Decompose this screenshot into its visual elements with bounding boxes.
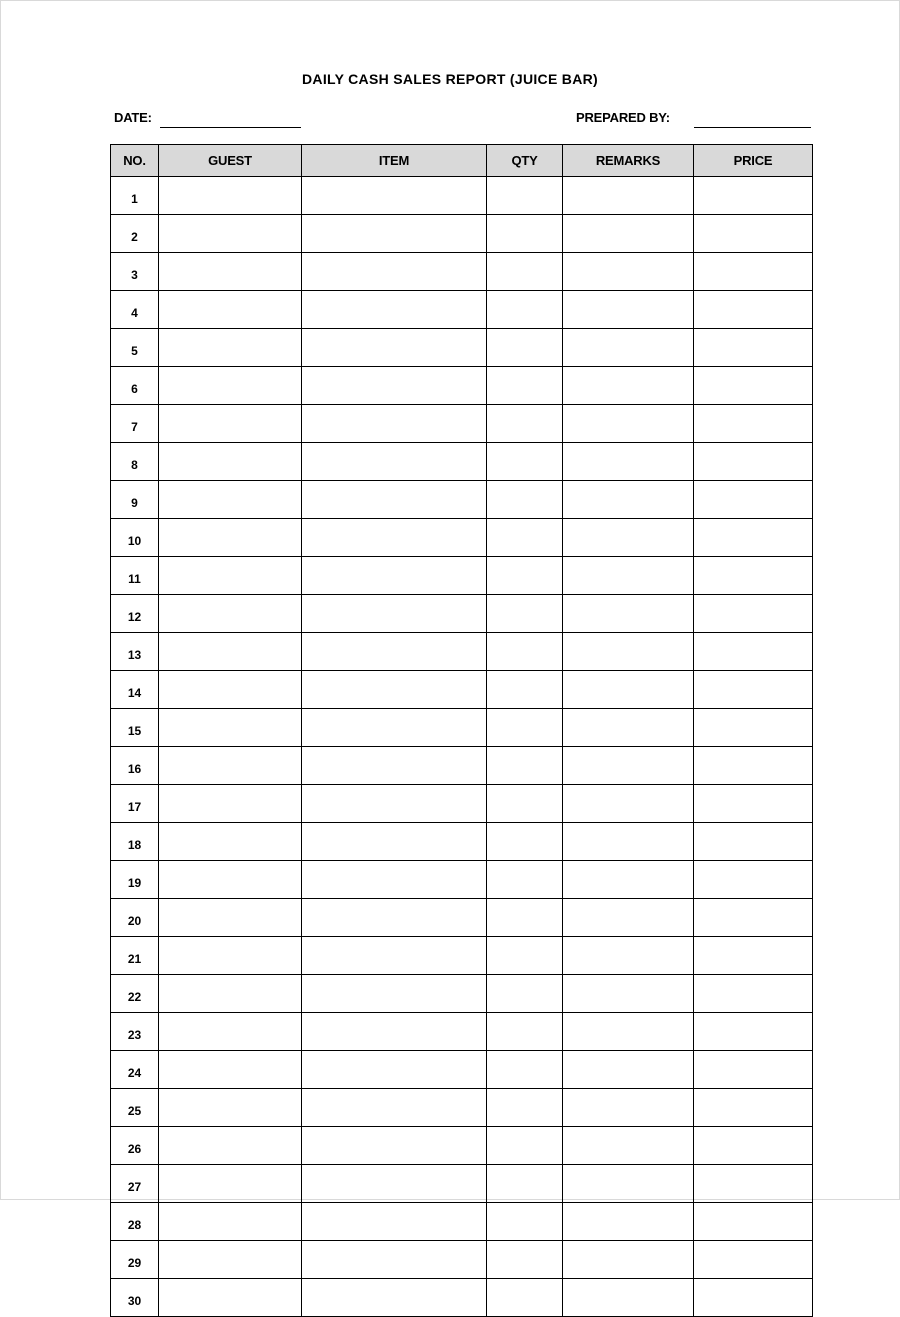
table-row xyxy=(111,291,813,329)
table-row xyxy=(111,747,813,785)
remarks-cell[interactable] xyxy=(563,1013,694,1051)
table-row xyxy=(111,443,813,481)
table-row xyxy=(111,1127,813,1165)
price-cell[interactable] xyxy=(694,405,813,443)
prepared-by-label: PREPARED BY: xyxy=(576,110,670,125)
qty-cell[interactable] xyxy=(487,1165,563,1203)
remarks-cell[interactable] xyxy=(563,709,694,747)
table-row xyxy=(111,1203,813,1241)
guest-cell[interactable] xyxy=(159,1089,302,1127)
guest-cell[interactable] xyxy=(159,367,302,405)
remarks-cell[interactable] xyxy=(563,1279,694,1317)
price-cell[interactable] xyxy=(694,367,813,405)
item-cell[interactable] xyxy=(302,595,487,633)
table-row xyxy=(111,899,813,937)
qty-cell[interactable] xyxy=(487,823,563,861)
remarks-cell[interactable] xyxy=(563,1051,694,1089)
price-cell[interactable] xyxy=(694,1203,813,1241)
table-row xyxy=(111,823,813,861)
price-cell[interactable] xyxy=(694,823,813,861)
prepared-by-field[interactable] xyxy=(694,127,811,128)
remarks-cell[interactable] xyxy=(563,785,694,823)
table-row xyxy=(111,1013,813,1051)
remarks-cell[interactable] xyxy=(563,177,694,215)
item-cell[interactable] xyxy=(302,519,487,557)
guest-cell[interactable] xyxy=(159,633,302,671)
qty-cell[interactable] xyxy=(487,1241,563,1279)
guest-cell[interactable] xyxy=(159,443,302,481)
price-cell[interactable] xyxy=(694,1013,813,1051)
header-no: NO. xyxy=(111,145,159,177)
item-cell[interactable] xyxy=(302,1013,487,1051)
item-cell[interactable] xyxy=(302,975,487,1013)
qty-cell[interactable] xyxy=(487,291,563,329)
row-number: 21 xyxy=(111,937,159,975)
header-price: PRICE xyxy=(694,145,813,177)
item-cell[interactable] xyxy=(302,481,487,519)
row-number: 28 xyxy=(111,1203,159,1241)
price-cell[interactable] xyxy=(694,861,813,899)
row-number: 22 xyxy=(111,975,159,1013)
guest-cell[interactable] xyxy=(159,1241,302,1279)
qty-cell[interactable] xyxy=(487,405,563,443)
row-number: 14 xyxy=(111,671,159,709)
price-cell[interactable] xyxy=(694,481,813,519)
table-row xyxy=(111,785,813,823)
guest-cell[interactable] xyxy=(159,177,302,215)
remarks-cell[interactable] xyxy=(563,899,694,937)
remarks-cell[interactable] xyxy=(563,1089,694,1127)
header-item: ITEM xyxy=(302,145,487,177)
guest-cell[interactable] xyxy=(159,519,302,557)
qty-cell[interactable] xyxy=(487,747,563,785)
price-cell[interactable] xyxy=(694,557,813,595)
sales-table-body xyxy=(111,177,813,1317)
row-number: 27 xyxy=(111,1165,159,1203)
row-number: 18 xyxy=(111,823,159,861)
remarks-cell[interactable] xyxy=(563,633,694,671)
price-cell[interactable] xyxy=(694,747,813,785)
table-row xyxy=(111,1089,813,1127)
guest-cell[interactable] xyxy=(159,1013,302,1051)
remarks-cell[interactable] xyxy=(563,367,694,405)
item-cell[interactable] xyxy=(302,1089,487,1127)
item-cell[interactable] xyxy=(302,785,487,823)
guest-cell[interactable] xyxy=(159,861,302,899)
row-number: 9 xyxy=(111,481,159,519)
price-cell[interactable] xyxy=(694,709,813,747)
table-row xyxy=(111,405,813,443)
price-cell[interactable] xyxy=(694,595,813,633)
item-cell[interactable] xyxy=(302,253,487,291)
row-number: 30 xyxy=(111,1279,159,1317)
row-number: 13 xyxy=(111,633,159,671)
item-cell[interactable] xyxy=(302,861,487,899)
item-cell[interactable] xyxy=(302,747,487,785)
qty-cell[interactable] xyxy=(487,1089,563,1127)
qty-cell[interactable] xyxy=(487,1279,563,1317)
table-row xyxy=(111,1241,813,1279)
qty-cell[interactable] xyxy=(487,557,563,595)
table-row xyxy=(111,177,813,215)
qty-cell[interactable] xyxy=(487,1013,563,1051)
item-cell[interactable] xyxy=(302,937,487,975)
row-number: 23 xyxy=(111,1013,159,1051)
table-row xyxy=(111,367,813,405)
row-number: 24 xyxy=(111,1051,159,1089)
item-cell[interactable] xyxy=(302,633,487,671)
qty-cell[interactable] xyxy=(487,177,563,215)
qty-cell[interactable] xyxy=(487,519,563,557)
item-cell[interactable] xyxy=(302,329,487,367)
qty-cell[interactable] xyxy=(487,1203,563,1241)
guest-cell[interactable] xyxy=(159,1051,302,1089)
row-number: 4 xyxy=(111,291,159,329)
table-row xyxy=(111,1279,813,1317)
guest-cell[interactable] xyxy=(159,1165,302,1203)
item-cell[interactable] xyxy=(302,671,487,709)
sales-table xyxy=(110,144,813,1317)
table-row xyxy=(111,557,813,595)
guest-cell[interactable] xyxy=(159,329,302,367)
qty-cell[interactable] xyxy=(487,215,563,253)
qty-cell[interactable] xyxy=(487,633,563,671)
remarks-cell[interactable] xyxy=(563,671,694,709)
guest-cell[interactable] xyxy=(159,1127,302,1165)
price-cell[interactable] xyxy=(694,975,813,1013)
guest-cell[interactable] xyxy=(159,671,302,709)
table-row xyxy=(111,215,813,253)
price-cell[interactable] xyxy=(694,1127,813,1165)
header-qty: QTY xyxy=(487,145,563,177)
row-number: 17 xyxy=(111,785,159,823)
table-row xyxy=(111,595,813,633)
price-cell[interactable] xyxy=(694,1241,813,1279)
row-number: 7 xyxy=(111,405,159,443)
remarks-cell[interactable] xyxy=(563,747,694,785)
row-number: 20 xyxy=(111,899,159,937)
table-row xyxy=(111,1165,813,1203)
remarks-cell[interactable] xyxy=(563,215,694,253)
row-number: 25 xyxy=(111,1089,159,1127)
price-cell[interactable] xyxy=(694,215,813,253)
remarks-cell[interactable] xyxy=(563,519,694,557)
table-row xyxy=(111,709,813,747)
item-cell[interactable] xyxy=(302,899,487,937)
remarks-cell[interactable] xyxy=(563,405,694,443)
guest-cell[interactable] xyxy=(159,557,302,595)
guest-cell[interactable] xyxy=(159,1279,302,1317)
row-number: 5 xyxy=(111,329,159,367)
remarks-cell[interactable] xyxy=(563,1241,694,1279)
price-cell[interactable] xyxy=(694,253,813,291)
item-cell[interactable] xyxy=(302,1203,487,1241)
item-cell[interactable] xyxy=(302,215,487,253)
remarks-cell[interactable] xyxy=(563,253,694,291)
table-row xyxy=(111,253,813,291)
price-cell[interactable] xyxy=(694,671,813,709)
table-row xyxy=(111,937,813,975)
item-cell[interactable] xyxy=(302,1241,487,1279)
sales-table-header xyxy=(111,145,813,177)
date-field[interactable] xyxy=(160,127,301,128)
item-cell[interactable] xyxy=(302,443,487,481)
remarks-cell[interactable] xyxy=(563,443,694,481)
table-row xyxy=(111,329,813,367)
header-row xyxy=(111,145,813,177)
guest-cell[interactable] xyxy=(159,937,302,975)
guest-cell[interactable] xyxy=(159,405,302,443)
guest-cell[interactable] xyxy=(159,481,302,519)
guest-cell[interactable] xyxy=(159,291,302,329)
row-number: 29 xyxy=(111,1241,159,1279)
item-cell[interactable] xyxy=(302,405,487,443)
row-number: 6 xyxy=(111,367,159,405)
qty-cell[interactable] xyxy=(487,595,563,633)
qty-cell[interactable] xyxy=(487,1127,563,1165)
guest-cell[interactable] xyxy=(159,215,302,253)
remarks-cell[interactable] xyxy=(563,861,694,899)
table-row xyxy=(111,975,813,1013)
qty-cell[interactable] xyxy=(487,1051,563,1089)
report-title: DAILY CASH SALES REPORT (JUICE BAR) xyxy=(302,71,598,87)
date-label: DATE: xyxy=(114,110,152,125)
qty-cell[interactable] xyxy=(487,329,563,367)
price-cell[interactable] xyxy=(694,177,813,215)
remarks-cell[interactable] xyxy=(563,1203,694,1241)
price-cell[interactable] xyxy=(694,329,813,367)
qty-cell[interactable] xyxy=(487,367,563,405)
guest-cell[interactable] xyxy=(159,785,302,823)
remarks-cell[interactable] xyxy=(563,1127,694,1165)
guest-cell[interactable] xyxy=(159,709,302,747)
guest-cell[interactable] xyxy=(159,823,302,861)
row-number: 15 xyxy=(111,709,159,747)
table-row xyxy=(111,1051,813,1089)
remarks-cell[interactable] xyxy=(563,1165,694,1203)
item-cell[interactable] xyxy=(302,709,487,747)
table-row xyxy=(111,633,813,671)
price-cell[interactable] xyxy=(694,291,813,329)
price-cell[interactable] xyxy=(694,633,813,671)
row-number: 1 xyxy=(111,177,159,215)
table-row xyxy=(111,481,813,519)
qty-cell[interactable] xyxy=(487,481,563,519)
item-cell[interactable] xyxy=(302,1051,487,1089)
price-cell[interactable] xyxy=(694,519,813,557)
remarks-cell[interactable] xyxy=(563,823,694,861)
table-row xyxy=(111,861,813,899)
remarks-cell[interactable] xyxy=(563,291,694,329)
qty-cell[interactable] xyxy=(487,671,563,709)
qty-cell[interactable] xyxy=(487,899,563,937)
price-cell[interactable] xyxy=(694,937,813,975)
remarks-cell[interactable] xyxy=(563,557,694,595)
item-cell[interactable] xyxy=(302,1127,487,1165)
row-number: 10 xyxy=(111,519,159,557)
price-cell[interactable] xyxy=(694,899,813,937)
row-number: 3 xyxy=(111,253,159,291)
qty-cell[interactable] xyxy=(487,861,563,899)
item-cell[interactable] xyxy=(302,1165,487,1203)
qty-cell[interactable] xyxy=(487,937,563,975)
row-number: 8 xyxy=(111,443,159,481)
row-number: 2 xyxy=(111,215,159,253)
table-row xyxy=(111,671,813,709)
price-cell[interactable] xyxy=(694,785,813,823)
qty-cell[interactable] xyxy=(487,709,563,747)
table-row xyxy=(111,519,813,557)
price-cell[interactable] xyxy=(694,1089,813,1127)
price-cell[interactable] xyxy=(694,1051,813,1089)
row-number: 12 xyxy=(111,595,159,633)
remarks-cell[interactable] xyxy=(563,975,694,1013)
qty-cell[interactable] xyxy=(487,253,563,291)
remarks-cell[interactable] xyxy=(563,595,694,633)
header-remarks: REMARKS xyxy=(563,145,694,177)
price-cell[interactable] xyxy=(694,443,813,481)
remarks-cell[interactable] xyxy=(563,481,694,519)
guest-cell[interactable] xyxy=(159,595,302,633)
header-guest: GUEST xyxy=(159,145,302,177)
guest-cell[interactable] xyxy=(159,975,302,1013)
qty-cell[interactable] xyxy=(487,443,563,481)
qty-cell[interactable] xyxy=(487,785,563,823)
price-cell[interactable] xyxy=(694,1279,813,1317)
price-cell[interactable] xyxy=(694,1165,813,1203)
item-cell[interactable] xyxy=(302,177,487,215)
row-number: 26 xyxy=(111,1127,159,1165)
guest-cell[interactable] xyxy=(159,899,302,937)
row-number: 16 xyxy=(111,747,159,785)
remarks-cell[interactable] xyxy=(563,329,694,367)
guest-cell[interactable] xyxy=(159,747,302,785)
remarks-cell[interactable] xyxy=(563,937,694,975)
item-cell[interactable] xyxy=(302,291,487,329)
row-number: 11 xyxy=(111,557,159,595)
item-cell[interactable] xyxy=(302,1279,487,1317)
guest-cell[interactable] xyxy=(159,253,302,291)
item-cell[interactable] xyxy=(302,823,487,861)
guest-cell[interactable] xyxy=(159,1203,302,1241)
qty-cell[interactable] xyxy=(487,975,563,1013)
item-cell[interactable] xyxy=(302,557,487,595)
row-number: 19 xyxy=(111,861,159,899)
item-cell[interactable] xyxy=(302,367,487,405)
